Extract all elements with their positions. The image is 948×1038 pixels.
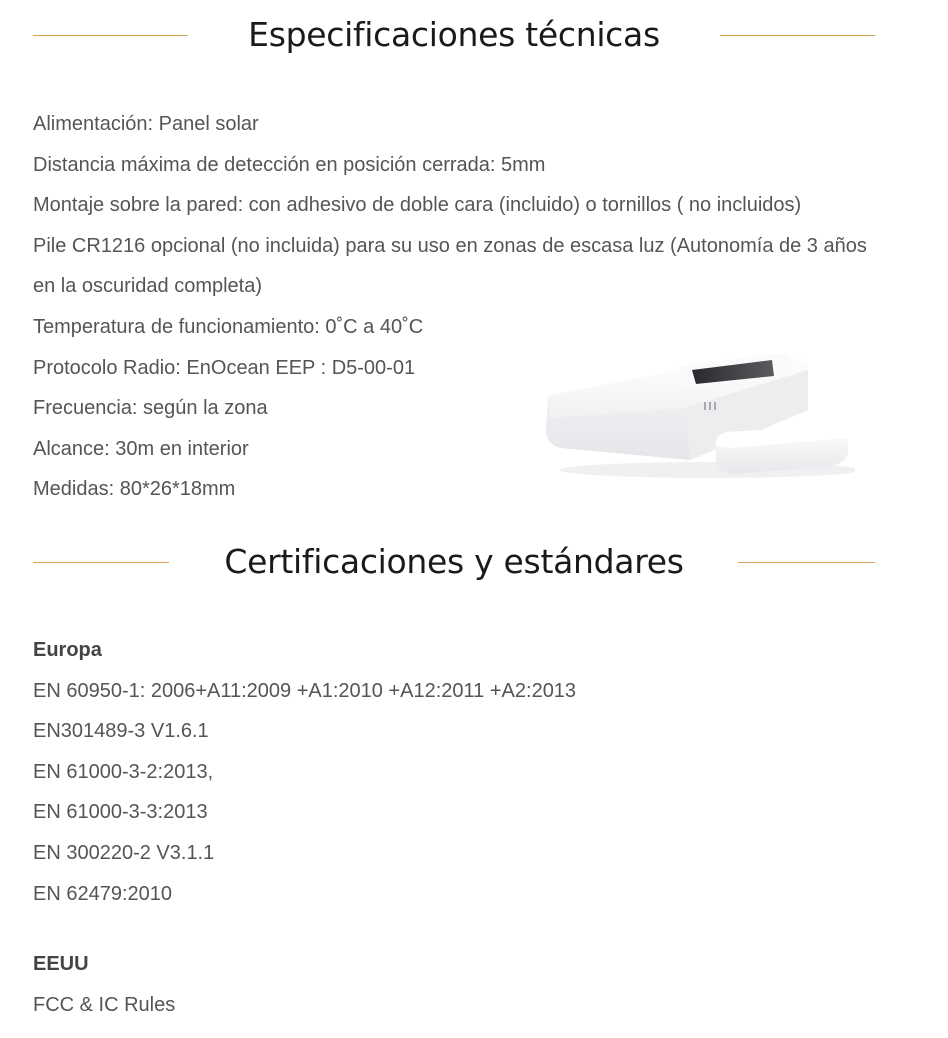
spec-item: Alimentación: Panel solar <box>33 113 259 135</box>
specs-heading-title: Especificaciones técnicas <box>248 15 660 54</box>
spec-item: Medidas: 80*26*18mm <box>33 478 236 501</box>
cert-region-usa <box>33 944 878 1025</box>
product-image <box>540 348 855 483</box>
cert-item: EN 61000-3-3:2013 <box>33 801 208 824</box>
region-title: EEUU <box>33 953 89 975</box>
heading-divider-right <box>738 562 875 563</box>
heading-divider-right <box>720 35 875 36</box>
region-title: Europa <box>33 639 102 661</box>
spec-item: Distancia máxima de detección en posición cerrada: 5mm <box>33 153 546 176</box>
spec-item: Alcance: 30m en interior <box>33 437 249 460</box>
cert-item: EN 62479:2010 <box>33 882 173 905</box>
certs-section-heading <box>33 537 875 587</box>
spec-item: Pile CR1216 opcional (no incluida) para su uso en zonas de escasa luz (Autonomía de 3 años en la oscuridad completa) <box>33 234 867 298</box>
spec-item: Frecuencia: según la zona <box>33 397 268 420</box>
specs-section-heading <box>33 10 875 60</box>
spec-item: Protocolo Radio: EnOcean EEP : D5-00-01 <box>33 356 416 379</box>
cert-item: EN301489-3 V1.6.1 <box>33 720 209 743</box>
cert-item: EN 61000-3-2:2013, <box>33 760 214 783</box>
cert-item: FCC & IC Rules <box>33 993 176 1016</box>
spec-item: Montaje sobre la pared: con adhesivo de doble cara (incluido) o tornillos ( no incluidos) <box>33 194 802 217</box>
spec-item: Temperatura de funcionamiento: 0˚C a 40˚C <box>33 315 424 338</box>
certs-heading-title: Certificaciones y estándares <box>224 542 684 581</box>
cert-item: EN 300220-2 V3.1.1 <box>33 841 215 864</box>
cert-region-europe <box>33 630 878 914</box>
cert-item: EN 60950-1: 2006+A11:2009 +A1:2010 +A12:2011 +A2:2013 <box>33 679 577 702</box>
